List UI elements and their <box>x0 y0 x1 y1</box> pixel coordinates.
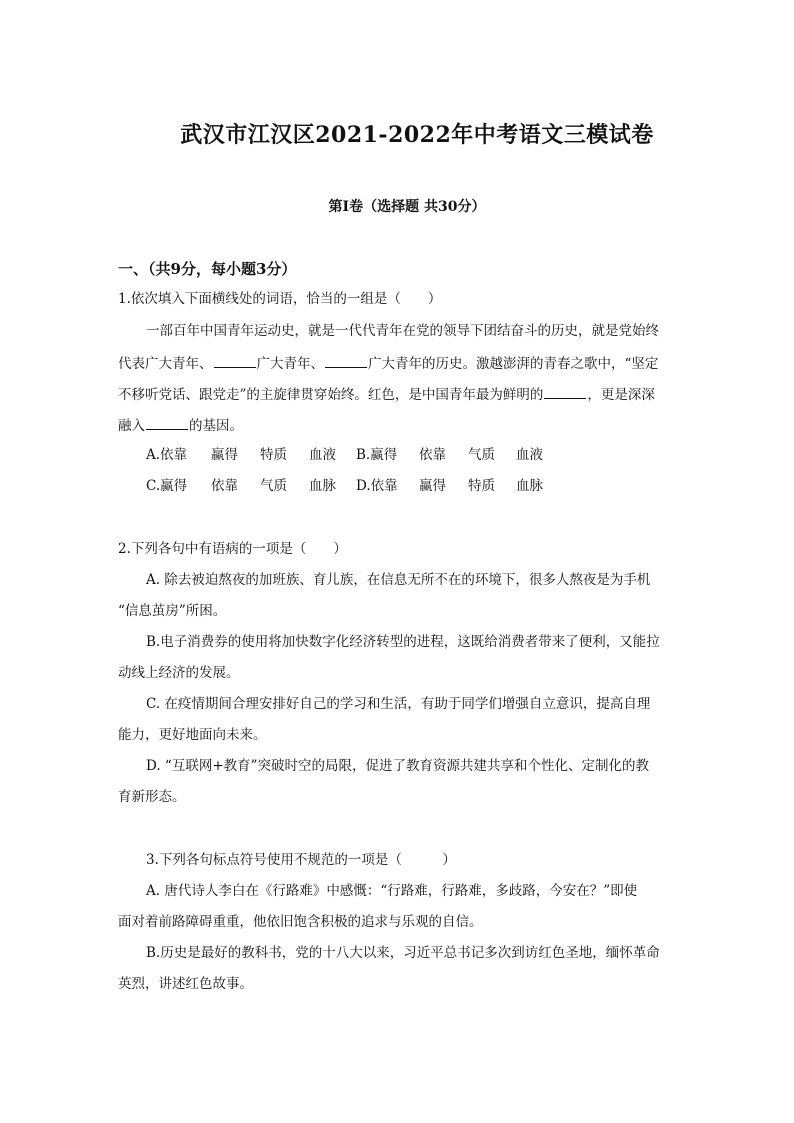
question-2-option-b-line-1: B.电子消费券的使用将加快数字化经济转型的进程，这既给消费者带来了便利，又能拉 <box>146 634 660 650</box>
question-2-option-b-line-2: 动线上经济的发展。 <box>118 665 240 681</box>
option-d-word-3: 特质 <box>468 478 495 494</box>
question-1-passage-line-1: 一部百年中国青年运动史，就是一代代青年在党的领导下团结奋斗的历史，就是党始终 <box>146 323 659 339</box>
option-a-word-4: 血液 <box>309 447 336 463</box>
fill-blank-3 <box>544 384 586 399</box>
option-c-word-2: 依靠 <box>211 478 238 494</box>
question-2-stem: 2.下列各句中有语病的一项是（ ） <box>118 541 347 557</box>
option-d-word-1: D.依靠 <box>356 478 398 494</box>
option-a-word-3: 特质 <box>260 447 287 463</box>
question-2-option-d-line-1: D. “互联网+教育”突破时空的局限，促进了教育资源共建共享和个性化、定制化的教 <box>146 758 650 774</box>
page-title: 武汉市江汉区2021-2022年中考语文三模试卷 <box>180 122 654 148</box>
question-2-option-c-line-1: C. 在疫情期间合理安排好自己的学习和生活，有助于同学们增强自立意识，提高自理 <box>146 696 651 712</box>
passage-text: 代表广大青年、 <box>118 356 213 372</box>
question-3-stem: 3.下列各句标点符号使用不规范的一项是（ ） <box>146 852 456 868</box>
option-c-word-4: 血脉 <box>309 478 336 494</box>
option-c-word-1: C.赢得 <box>146 478 188 494</box>
option-a-word-2: 赢得 <box>211 447 238 463</box>
fill-blank-2 <box>325 353 367 368</box>
option-c-word-3: 气质 <box>260 478 287 494</box>
question-3-option-b-line-1: B.历史是最好的教科书，党的十八大以来，习近平总书记多次到访红色圣地，缅怀革命 <box>146 945 660 961</box>
option-d-word-4: 血脉 <box>516 478 543 494</box>
question-2-option-d-line-2: 育新形态。 <box>118 789 186 805</box>
part-heading: 第I卷（选择题 共30分） <box>328 199 486 215</box>
passage-text: 广大青年、 <box>256 356 324 372</box>
question-2-option-a-line-2: “信息茧房”所困。 <box>118 603 227 619</box>
option-a-word-1: A.依靠 <box>146 447 188 463</box>
passage-text: 的基因。 <box>189 418 243 434</box>
option-b-word-4: 血液 <box>516 447 543 463</box>
question-3-option-a-line-1: A. 唐代诗人李白在《行路难》中感慨：“行路难，行路难，多歧路，今安在？”即使 <box>146 883 638 899</box>
passage-text: 广大青年的历史。激越澎湃的青春之歌中，“坚定 <box>368 356 659 372</box>
fill-blank-1 <box>214 353 256 368</box>
question-2-option-c-line-2: 能力，更好地面向未来。 <box>118 727 267 743</box>
option-b-word-2: 依靠 <box>419 447 446 463</box>
option-b-word-3: 气质 <box>468 447 495 463</box>
passage-text: 融入 <box>118 418 145 434</box>
question-1-stem: 1.依次填入下面横线处的词语，恰当的一组是（ ） <box>118 291 442 307</box>
passage-text: ，更是深深 <box>587 387 655 403</box>
section-heading: 一、（共9分，每小题3分） <box>118 260 297 278</box>
question-2-option-a-line-1: A. 除去被迫熬夜的加班族、育儿族，在信息无所不在的环境下，很多人熬夜是为手机 <box>146 572 651 588</box>
question-3-option-b-line-2: 英烈，讲述红色故事。 <box>118 976 253 992</box>
option-d-word-2: 赢得 <box>419 478 446 494</box>
fill-blank-4 <box>146 415 188 430</box>
question-1-passage-line-3 <box>118 384 655 404</box>
question-1-passage-line-4 <box>118 415 243 435</box>
question-1-passage-line-2 <box>118 353 658 373</box>
passage-text: 不移听党话、跟党走”的主旋律贯穿始终。红色，是中国青年最为鲜明的 <box>118 387 544 403</box>
option-b-word-1: B.赢得 <box>356 447 398 463</box>
question-3-option-a-line-2: 面对着前路障碍重重，他依旧饱含积极的追求与乐观的自信。 <box>118 914 483 930</box>
